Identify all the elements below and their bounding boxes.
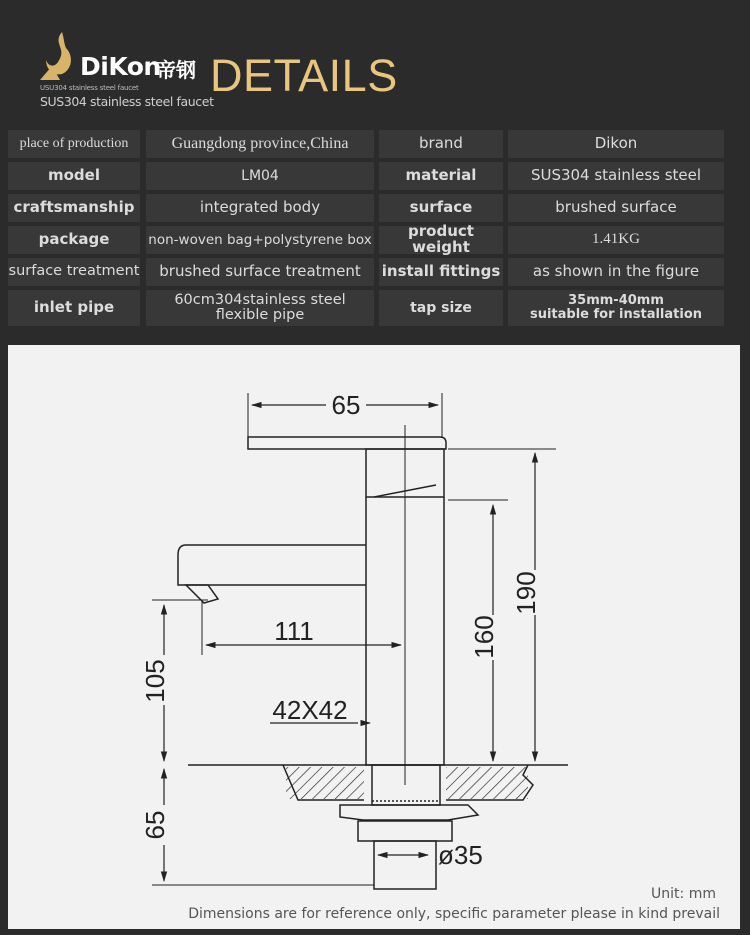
spec-value: non-woven bag+polystyrene box: [146, 226, 374, 254]
spec-value: as shown in the figure: [508, 258, 724, 286]
tagline: SUS304 stainless steel faucet: [40, 94, 214, 109]
brand-chinese-name: 帝钢: [156, 58, 196, 82]
dim-spout-reach-label: 111: [274, 616, 314, 646]
fixing-washer: [340, 805, 478, 820]
spec-label: place of production: [8, 130, 140, 158]
disclaimer: Dimensions are for reference only, specific parameter please in kind prevail: [188, 906, 720, 922]
spec-value: integrated body: [146, 194, 374, 222]
tagline-small: USU304 stainless steel faucet: [40, 84, 139, 92]
spec-row: [8, 290, 726, 323]
spec-label: package: [8, 226, 140, 254]
spec-value: Dikon: [508, 130, 724, 158]
spec-value: brushed surface treatment: [146, 258, 374, 286]
spout-outline: [178, 545, 366, 585]
dimension-drawing: [8, 345, 740, 929]
spec-label: product weight: [379, 226, 503, 254]
spec-row: [8, 258, 726, 288]
flame-logo-icon: [38, 30, 80, 82]
handle-outline: [248, 437, 446, 449]
header: [0, 0, 750, 125]
spec-label: tap size: [379, 290, 503, 326]
spec-label: brand: [379, 130, 503, 158]
dim-body-section-label: 42X42: [272, 695, 348, 725]
spec-value: SUS304 stainless steel: [508, 162, 724, 190]
spec-label: install fittings: [379, 258, 503, 286]
spec-row: [8, 162, 726, 192]
spec-label: material: [379, 162, 503, 190]
spec-label: craftsmanship: [8, 194, 140, 222]
dim-below-counter-label: 65: [140, 810, 170, 840]
mounting-stem: [372, 765, 440, 805]
spec-row: [8, 194, 726, 224]
spec-row: [8, 130, 726, 160]
spec-label: surface: [379, 194, 503, 222]
spec-value-line: suitable for installation: [529, 307, 703, 322]
faucet-technical-drawing: [8, 345, 740, 929]
spec-label: inlet pipe: [8, 290, 140, 326]
dim-hole-diameter-label: ø35: [438, 840, 483, 870]
spec-value-line: 35mm-40mm: [568, 293, 664, 309]
spec-label: model: [8, 162, 140, 190]
spec-value: [508, 290, 724, 326]
spec-value-line: 60cm304stainless steel: [174, 291, 346, 308]
spec-label: surface treatment: [8, 258, 140, 286]
spec-value: 1.41KG: [508, 226, 724, 254]
spec-value: [146, 290, 374, 326]
spec-row: [8, 222, 726, 256]
dim-spout-height-label: 105: [140, 659, 170, 703]
dim-height-body-label: 160: [469, 615, 499, 659]
dim-top-width-label: 65: [331, 390, 361, 420]
dim-height-total-label: 190: [511, 571, 541, 615]
page-title: DETAILS: [210, 50, 398, 101]
spec-value: brushed surface: [508, 194, 724, 222]
unit-note: Unit: mm: [651, 886, 716, 902]
brand-name: DiKon: [80, 52, 161, 81]
spec-value: LM04: [146, 162, 374, 190]
spec-value: Guangdong province,China: [146, 130, 374, 158]
supply-inlet: [374, 841, 436, 889]
spec-value-line: flexible pipe: [215, 307, 305, 323]
